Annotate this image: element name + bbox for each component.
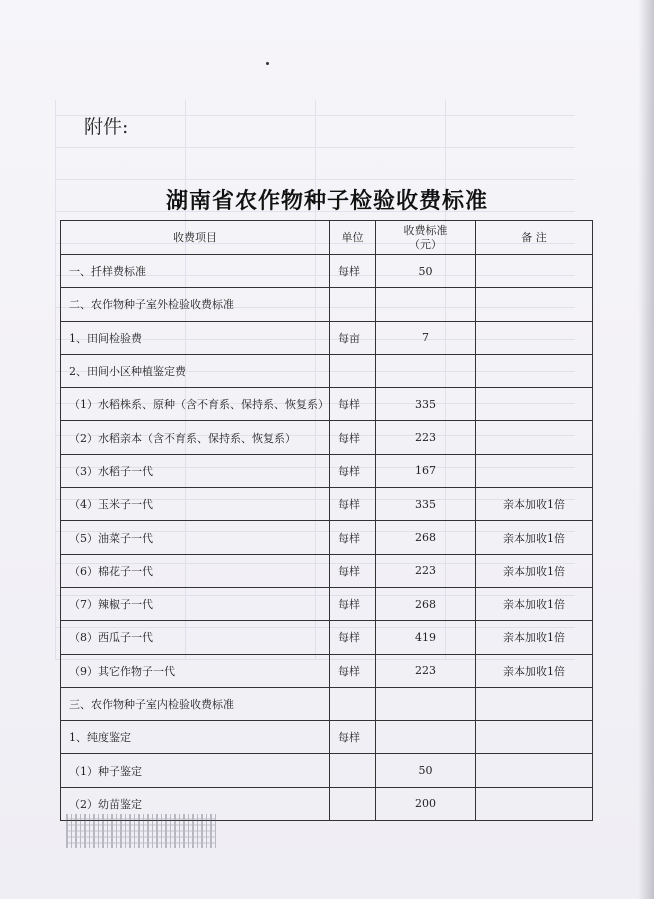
cell-item: （9）其它作物子一代 <box>61 654 330 687</box>
table-header-row <box>61 221 593 255</box>
cell-fee: 7 <box>376 321 476 354</box>
cell-unit: 每样 <box>330 587 376 620</box>
cell-unit: 每样 <box>330 521 376 554</box>
table-row <box>61 687 593 720</box>
cell-item: （7）辣椒子一代 <box>61 587 330 620</box>
document-title: 湖南省农作物种子检验收费标准 <box>165 188 488 214</box>
cell-unit: 每样 <box>330 621 376 654</box>
cell-unit: 每样 <box>330 654 376 687</box>
cell-unit: 每样 <box>330 488 376 521</box>
cell-note <box>476 721 593 754</box>
cell-note <box>476 321 593 354</box>
cell-item: （1）水稻株系、原种（含不育系、保持系、恢复系） <box>61 388 330 421</box>
cell-note: 亲本加收1倍 <box>476 521 593 554</box>
cell-item: （3）水稻子一代 <box>61 454 330 487</box>
table-row <box>61 454 593 487</box>
cell-note <box>476 787 593 820</box>
cell-unit: 每亩 <box>330 321 376 354</box>
table-row <box>61 488 593 521</box>
cell-note <box>476 354 593 387</box>
cell-fee <box>376 354 476 387</box>
cell-note: 亲本加收1倍 <box>476 488 593 521</box>
cell-item: （8）西瓜子一代 <box>61 621 330 654</box>
cell-item: （1）种子鉴定 <box>61 754 330 787</box>
cell-fee: 50 <box>376 255 476 288</box>
cell-note: 亲本加收1倍 <box>476 621 593 654</box>
scan-edge-shadow <box>638 0 654 899</box>
cell-item: 2、田间小区种植鉴定费 <box>61 354 330 387</box>
cell-fee: 223 <box>376 421 476 454</box>
cell-note <box>476 255 593 288</box>
table-row <box>61 654 593 687</box>
speck <box>266 62 269 65</box>
cell-unit: 每样 <box>330 554 376 587</box>
cell-fee: 223 <box>376 654 476 687</box>
table-row <box>61 288 593 321</box>
cell-item: （4）玉米子一代 <box>61 488 330 521</box>
fee-table <box>60 220 593 821</box>
cell-unit: 每样 <box>330 721 376 754</box>
cell-item: 1、田间检验费 <box>61 321 330 354</box>
header-unit: 单位 <box>330 221 376 255</box>
table-row <box>61 388 593 421</box>
table-row <box>61 621 593 654</box>
table-row <box>61 321 593 354</box>
barcode-stamp <box>66 814 216 848</box>
table-row <box>61 255 593 288</box>
cell-fee <box>376 687 476 720</box>
cell-item: （6）棉花子一代 <box>61 554 330 587</box>
cell-item: 二、农作物种子室外检验收费标准 <box>61 288 330 321</box>
cell-unit: 每样 <box>330 421 376 454</box>
cell-fee: 167 <box>376 454 476 487</box>
table-row <box>61 754 593 787</box>
cell-fee: 335 <box>376 488 476 521</box>
cell-unit: 每样 <box>330 454 376 487</box>
cell-item: 1、纯度鉴定 <box>61 721 330 754</box>
cell-fee: 268 <box>376 521 476 554</box>
cell-item: 一、扦样费标准 <box>61 255 330 288</box>
cell-unit <box>330 687 376 720</box>
header-note: 备 注 <box>476 221 593 255</box>
table-row <box>61 721 593 754</box>
cell-note <box>476 687 593 720</box>
cell-note <box>476 421 593 454</box>
cell-note <box>476 754 593 787</box>
cell-fee: 223 <box>376 554 476 587</box>
cell-note <box>476 454 593 487</box>
header-item: 收费项目 <box>61 221 330 255</box>
cell-note <box>476 388 593 421</box>
cell-unit <box>330 754 376 787</box>
cell-item: （2）幼苗鉴定 <box>61 787 330 820</box>
cell-item: （5）油菜子一代 <box>61 521 330 554</box>
table-row <box>61 554 593 587</box>
cell-fee: 50 <box>376 754 476 787</box>
table-row <box>61 354 593 387</box>
cell-fee: 335 <box>376 388 476 421</box>
cell-note <box>476 288 593 321</box>
cell-fee <box>376 721 476 754</box>
header-fee-line2: （元） <box>409 237 442 251</box>
table-row <box>61 421 593 454</box>
cell-unit <box>330 288 376 321</box>
header-fee <box>376 221 476 255</box>
table-row <box>61 521 593 554</box>
table-row <box>61 587 593 620</box>
cell-fee <box>376 288 476 321</box>
cell-note: 亲本加收1倍 <box>476 587 593 620</box>
cell-fee: 268 <box>376 587 476 620</box>
cell-unit <box>330 354 376 387</box>
cell-note: 亲本加收1倍 <box>476 554 593 587</box>
cell-unit: 每样 <box>330 255 376 288</box>
cell-item: 三、农作物种子室内检验收费标准 <box>61 687 330 720</box>
cell-unit <box>330 787 376 820</box>
cell-item: （2）水稻亲本（含不育系、保持系、恢复系） <box>61 421 330 454</box>
cell-fee: 419 <box>376 621 476 654</box>
cell-unit: 每样 <box>330 388 376 421</box>
cell-fee: 200 <box>376 787 476 820</box>
header-fee-line1: 收费标准 <box>403 223 448 237</box>
attachment-label: 附件: <box>84 116 129 138</box>
cell-note: 亲本加收1倍 <box>476 654 593 687</box>
